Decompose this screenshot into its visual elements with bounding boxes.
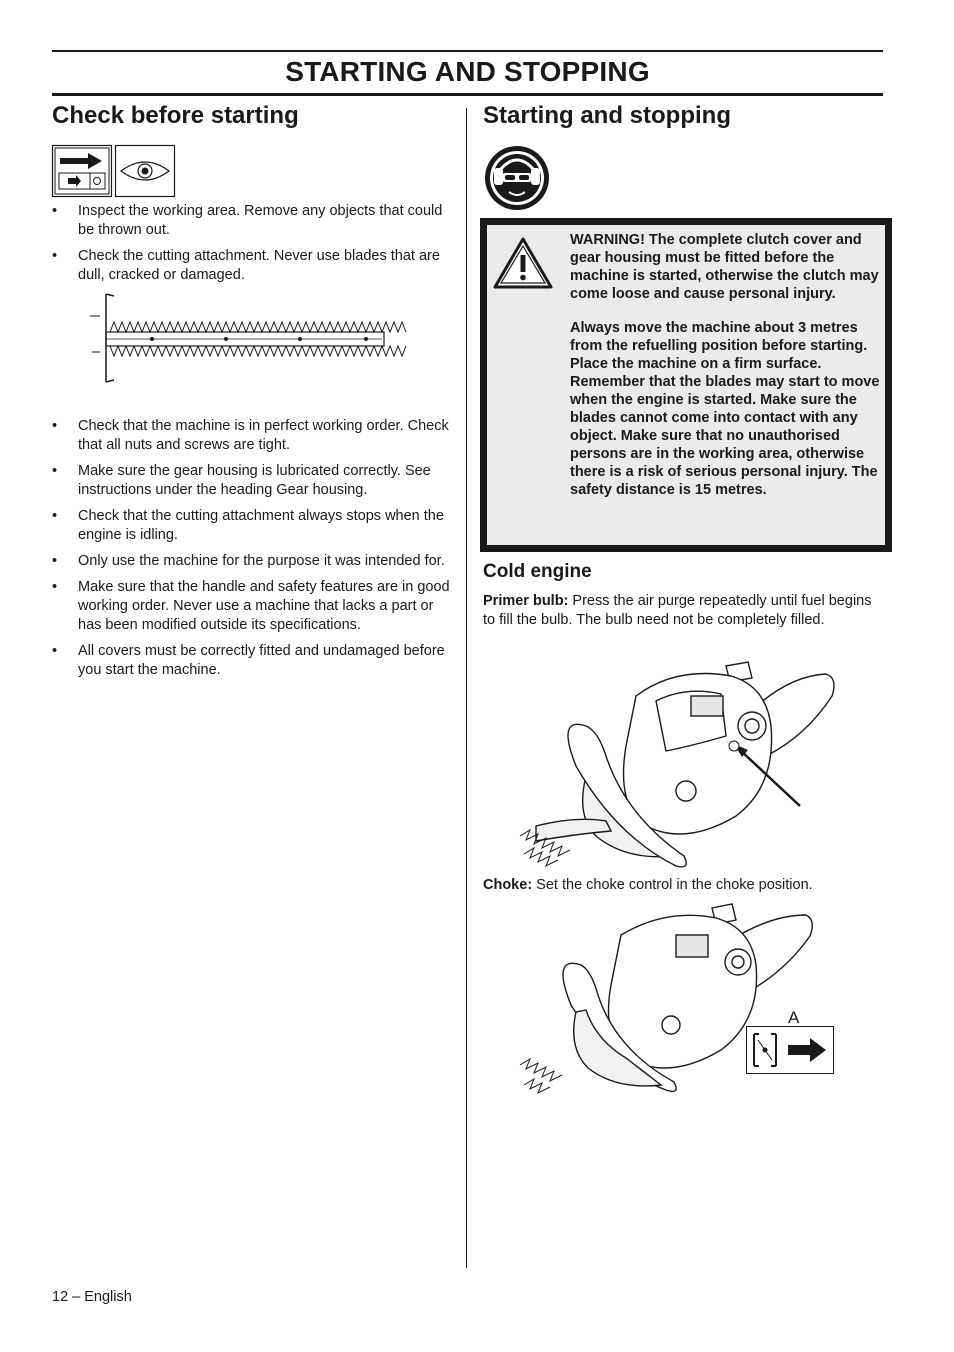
warning-box-inner bbox=[487, 225, 885, 545]
ear-eye-protection-icon bbox=[483, 144, 551, 212]
left-heading: Check before starting bbox=[52, 102, 299, 129]
title-underline bbox=[52, 93, 883, 96]
choke-arrow-icon bbox=[746, 1026, 834, 1074]
list-item: • Make sure that the handle and safety features are in good working order. Never use a machine that lacks a part or has been modified outside its specifications. bbox=[52, 579, 450, 633]
warning-triangle-icon bbox=[493, 237, 553, 289]
blade-illustration bbox=[86, 292, 386, 384]
primer-bulb-illustration bbox=[516, 656, 838, 870]
cold-engine-heading: Cold engine bbox=[483, 561, 592, 582]
list-item: • Check that the machine is in perfect working order. Check that all nuts and screws are tight. bbox=[52, 418, 449, 453]
primer-text: Press the air purge repeatedly until fuel begins to fill the bulb. The bulb need not be completely filled. bbox=[483, 593, 872, 628]
column-divider bbox=[466, 108, 467, 1268]
choke-paragraph bbox=[483, 876, 878, 895]
figure-label-a: A bbox=[788, 1008, 800, 1027]
warning-text bbox=[570, 231, 880, 515]
top-rule bbox=[52, 50, 883, 52]
choke-text: Set the choke control in the choke position. bbox=[532, 877, 813, 893]
warning-paragraph-1: WARNING! The complete clutch cover and gear housing must be fitted before the machine is started, otherwise the clutch may come loose and cause personal injury. bbox=[570, 232, 879, 302]
eye-icon bbox=[115, 145, 175, 197]
page-footer: 12 – English bbox=[52, 1289, 132, 1305]
manual-arrow-icon bbox=[52, 145, 112, 197]
list-item: • Check the cutting attachment. Never use blades that are dull, cracked or damaged. bbox=[52, 248, 440, 283]
choke-label: Choke: bbox=[483, 877, 533, 893]
list-item: • Check that the cutting attachment always stops when the engine is idling. bbox=[52, 508, 444, 543]
warning-paragraph-2: Always move the machine about 3 metres from the refuelling position before starting. Place the machine on a firm surface. Remember that the blades may start to move when the engine is started. Make sure the blades cannot come into contact with any object. Make sure that no unauthorised persons are in the working area, otherwise there is a risk of serious personal injury. The safety distance is 15 metres. bbox=[570, 320, 880, 498]
list-item: • All covers must be correctly fitted and undamaged before you start the machine. bbox=[52, 643, 445, 678]
warning-box bbox=[480, 218, 892, 552]
list-item: • Only use the machine for the purpose it was intended for. bbox=[52, 553, 445, 569]
list-item: • Make sure the gear housing is lubricated correctly. See instructions under the heading Gear housing. bbox=[52, 463, 431, 498]
check-list bbox=[52, 202, 452, 687]
page-title: STARTING AND STOPPING bbox=[285, 56, 650, 87]
right-heading: Starting and stopping bbox=[483, 102, 731, 129]
primer-label: Primer bulb: bbox=[483, 593, 569, 609]
list-item: • Inspect the working area. Remove any objects that could be thrown out. bbox=[52, 203, 443, 238]
primer-paragraph bbox=[483, 592, 878, 630]
